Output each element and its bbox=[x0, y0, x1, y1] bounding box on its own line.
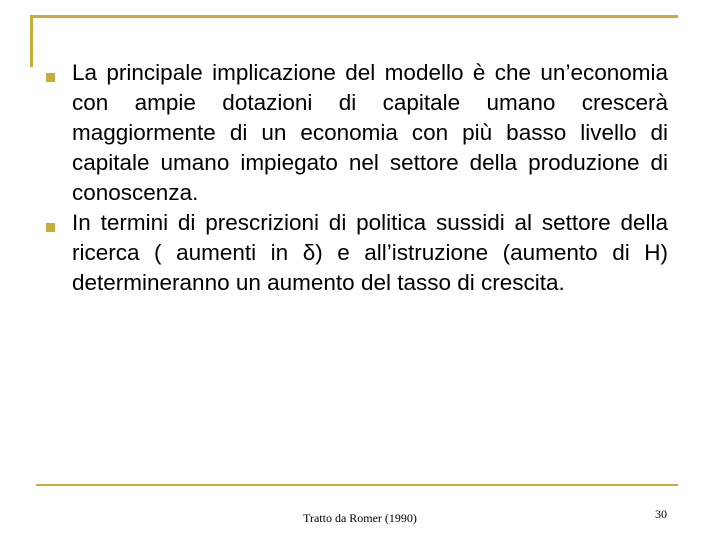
footer-source: Tratto da Romer (1990) bbox=[303, 511, 417, 525]
list-item bbox=[44, 208, 668, 298]
slide-number: 30 bbox=[655, 507, 667, 521]
square-bullet-icon bbox=[46, 223, 55, 232]
footer-divider bbox=[36, 484, 678, 486]
square-bullet-icon bbox=[46, 73, 55, 82]
bullet-text: La principale implicazione del modello è che un’economia con ampie dotazioni di capitale umano crescerà maggiormente di un economia con più basso livello di capitale umano impiegato nel settore della produzione di conoscenza. bbox=[72, 60, 668, 205]
frame-top-line bbox=[30, 15, 678, 18]
bullet-list bbox=[44, 58, 668, 298]
list-item bbox=[44, 58, 668, 208]
bullet-text: In termini di prescrizioni di politica sussidi al settore della ricerca ( aumenti in δ) e all’istruzione (aumento di H) determineranno un aumento del tasso di crescita. bbox=[72, 210, 668, 295]
frame-left-line bbox=[30, 15, 33, 67]
